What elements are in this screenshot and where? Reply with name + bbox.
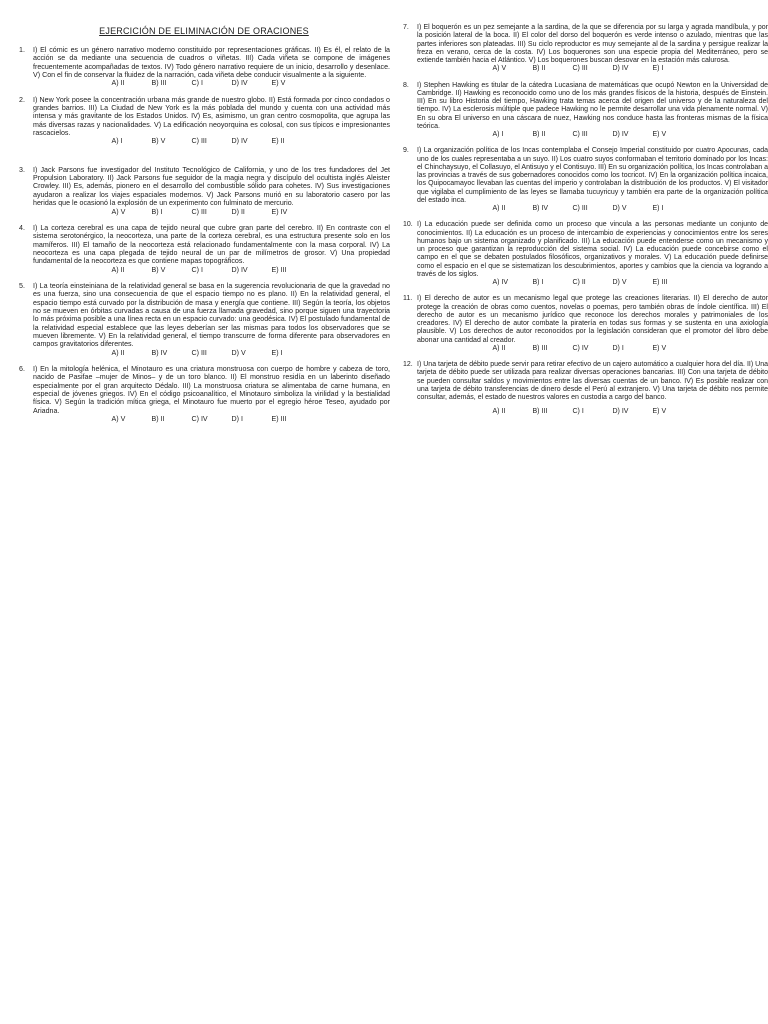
question-text: I) New York posee la concentración urbana más grande de nuestro globo. II) Está formada por cinco condados o grandes barrios. III) La Ciudad de New York es la más poblada del mundo y cuenta con una actividad más intensa y más gravitante de los Estados Unidos. IV) Es, asimismo, un gran centro cosmopolita, que agrupa las más diversas razas y nacionalidades. V) La edificación neoyorquina es colosal, con sus típicos e impresionantes rascacielos.	[33, 95, 390, 138]
option: E) I	[271, 348, 283, 357]
question-text: I) El derecho de autor es un mecanismo legal que protege las creaciones literarias. II) El derecho de autor protege la creación de obras como cuentos, novelas o poemas, pero también obras de índole científica. III) El derecho de autor es un mecanismo jurídico que reconoce los derechos morales y patrimoniales de los creadores. IV) El derecho de autor combate la piratería en todas sus formas y se sustenta en una axiología plausible. V) Los derechos de autor reconocidos por la legislación consideran que el promotor del libro debe abonar una cantidad al creador.	[417, 295, 768, 344]
question-number: 12.	[403, 361, 413, 368]
option: B) II	[151, 415, 165, 424]
option: A) IV	[492, 279, 509, 286]
option: E) IV	[271, 207, 288, 216]
option: E) III	[271, 265, 287, 274]
option: C) II	[572, 279, 586, 286]
answer-options	[33, 349, 390, 357]
option: E) V	[271, 79, 286, 88]
question-item	[402, 361, 768, 417]
option: D) I	[231, 415, 243, 424]
answer-options	[33, 79, 390, 87]
question-number: 5.	[19, 281, 25, 290]
option: A) I	[492, 131, 504, 138]
option: A) V	[111, 207, 126, 216]
option: A) II	[111, 79, 125, 88]
option: E) I	[652, 65, 664, 73]
option: B) V	[151, 137, 166, 146]
question-item	[18, 282, 390, 357]
option: B) I	[151, 207, 163, 216]
answer-options	[33, 137, 390, 145]
left-column	[18, 26, 390, 431]
option: E) V	[652, 408, 667, 416]
question-text: I) La educación puede ser definida como un proceso que vincula a las personas mediante un conjunto de conocimientos. II) La educación es un proceso de intercambio de experiencias y conocimientos entre los seres humanos bajo un sistema organizado y planificado. III) La educación puede entenderse como un mecanismo y un proceso que garantizan la reproducción del sistema social. IV) La educación puede concebirse como el campo en el que se debaten postulados filosóficos, organizativos y morales. V) La educación puede definirse como el espacio en el que se sistematizan los descubrimientos, aportes y cambios que la ciencia va logrando a través de los siglos.	[417, 221, 768, 278]
question-number: 4.	[19, 223, 25, 232]
answer-options	[417, 65, 768, 73]
option: B) IV	[151, 348, 168, 357]
question-text: I) Jack Parsons fue investigador del Instituto Tecnológico de California, y uno de los tres fundadores del Jet Propulsion Laboratory. II) Jack Parsons fue seguidor de la magia negra y discípulo del ocultista inglés Aleister Crowley. III) Es, además, pionero en el desarrollo del combustible sólido para cohetes. IV) Sus investigaciones ayudaron a realizar los viajes espaciales modernos. V) Jack Parsons murió en su laboratorio casero por las heridas que le ocasionó la explosión de un experimento con fulminato de mercurio.	[33, 165, 390, 208]
question-number: 6.	[19, 365, 25, 373]
answer-options	[417, 408, 768, 416]
question-text: I) Stephen Hawking es titular de la cátedra Lucasiana de matemáticas que ocupó Newton en la Universidad de Cambridge. II) Hawking es reconocido como uno de los más grandes físicos de la historia, después de Einstein. III) En su libro Historia del tiempo, Hawking trata temas acerca del origen del universo y de la naturaleza del tiempo. IV) La esclerosis múltiple que padece Hawking no le permite desarrollar una vida plenamente normal. V) En su obra El universo en una cáscara de nuez, Hawking nos conduce hasta las fronteras mismas de la física teórica.	[417, 81, 768, 130]
question-number: 7.	[403, 24, 409, 31]
question-text: I) El boquerón es un pez semejante a la sardina, de la que se diferencia por su larga y agrada mandíbula, y por la posición lateral de la boca. II) El color del dorso del boquerón es verde intenso o azulado, mientras que las partes inferiores son plateadas. III) Su ciclo reproductor es muy semejante al de la sardina y persigue realizar la freza en verano, cerca de la costa. IV) Los boquerones son una especie propia del Mediterráneo, pero se extiende también hacia el Atlántico. V) Los boquerones buscan desovar en la estación más calurosa.	[417, 24, 768, 64]
option: C) I	[191, 79, 203, 88]
option: D) I	[612, 344, 624, 352]
option: B) V	[151, 265, 166, 274]
option: A) II	[111, 265, 125, 274]
answer-options	[33, 415, 390, 423]
option: D) V	[612, 279, 627, 286]
option: B) IV	[532, 205, 549, 212]
option: B) III	[532, 408, 548, 416]
option: D) II	[231, 207, 245, 216]
option: A) II	[492, 205, 506, 212]
option: A) I	[111, 137, 123, 146]
option: C) III	[572, 65, 588, 73]
answer-options	[417, 345, 768, 353]
option: E) I	[652, 205, 664, 212]
question-number: 10.	[403, 221, 413, 229]
question-item	[402, 221, 768, 287]
option: E) III	[271, 415, 287, 424]
option: C) I	[191, 265, 203, 274]
option: C) III	[191, 207, 207, 216]
option: C) IV	[191, 415, 208, 424]
question-text: I) Una tarjeta de débito puede servir para retirar efectivo de un cajero automático a cualquier hora del día. II) Una tarjeta de débito puede ser utilizada para realizar diversas operaciones bancarias. III) Con una tarjeta de débito se pueden consultar saldos y movimientos entre las diversas cuentas de un banco. IV) Es posible realizar con una tarjeta de débito transferencias de dinero desde el Perú al extranjero. V) Una tarjeta de débito nos permite consultar, además, el estado de nuestros valores en custodia a cargo del banco.	[417, 361, 768, 401]
option: E) V	[652, 344, 667, 352]
question-item	[18, 46, 390, 88]
answer-options	[417, 131, 768, 139]
question-item	[18, 365, 390, 423]
option: B) II	[532, 131, 546, 138]
option: E) V	[652, 131, 667, 138]
question-text: I) La organización política de los Incas contemplaba el Consejo Imperial constituido por cuatro Apocunas, cada uno de los cuales representaba a un suyo. II) Los cuatro suyos conformaban el territorio dominado por los Incas: el Chinchaysuyo, el Collasuyo, el Antisuyo y el Contisuyo. III) En su organización política, los Incas controlaban a las provincias a través de sus gobernadores conocidos como los tocricot. IV) En la organización política incaica, los Quipocamayoc llevaban las cuentas del imperio y controlaban la distribución de los productos. V) El visitador que vigilaba el cumplimiento de las leyes se llamaba tucuyricuy y también era parte de la organización política del estado inca.	[417, 147, 768, 204]
option: E) II	[271, 137, 285, 146]
option: D) IV	[612, 408, 629, 416]
question-number: 8.	[403, 81, 409, 89]
answer-options	[33, 208, 390, 216]
option: A) II	[111, 348, 125, 357]
question-text: I) La corteza cerebral es una capa de tejido neural que cubre gran parte del cerebro. II) En contraste con el sistema serotonérgico, la neocorteza, una parte de la corteza cerebral, es una estructura presente solo en los mamíferos. III) El tamaño de la neocorteza está relacionado fundamentalmente con la masa corporal. IV) La neocorteza es una capa plegada de tejido neural de un par de milímetros de grosor. V) Una propiedad fundamental de la neocorteza es que contiene mapas topográficos.	[33, 223, 390, 266]
question-number: 3.	[19, 165, 25, 174]
question-number: 1.	[19, 46, 25, 54]
question-item	[402, 295, 768, 353]
option: D) IV	[231, 79, 248, 88]
answer-options	[417, 279, 768, 287]
option: B) I	[532, 279, 544, 286]
question-number: 11.	[403, 295, 413, 303]
answer-options	[417, 205, 768, 213]
question-item	[402, 24, 768, 74]
question-item	[402, 147, 768, 213]
question-text: I) La teoría einsteiniana de la relatividad general se basa en la sugerencia revolucionaria de que la gravedad no es una fuerza, sino una consecuencia de que el espacio tiempo no es plano. II) En la relatividad general, el espacio tiempo está curvado por la distribución de masa y energía que contiene. III) Según la teoría, los objetos no se mueven en órbitas curvadas a causa de una fuerza llamada gravedad, sino porque siguen una trayectoria lo más próxima posible a una línea recta en un espacio curvado: una geodésica. IV) El postulado fundamental de la relatividad especial establece que las leyes deberían ser las mismas para todos los observadores que se mueven libremente. V) En la relatividad general, el tiempo transcurre de forma diferente para observadores en campos gravitatorios diferentes.	[33, 281, 390, 349]
question-number: 2.	[19, 95, 25, 104]
option: A) V	[492, 65, 507, 73]
option: D) IV	[612, 131, 629, 138]
answer-options	[33, 266, 390, 274]
option: D) V	[231, 348, 246, 357]
option: C) III	[572, 131, 588, 138]
option: C) III	[572, 205, 588, 212]
option: D) IV	[231, 137, 248, 146]
option: A) II	[492, 344, 506, 352]
question-item	[18, 166, 390, 216]
question-item	[18, 224, 390, 274]
option: D) V	[612, 205, 627, 212]
option: E) III	[652, 279, 668, 286]
option: C) III	[191, 348, 207, 357]
option: C) I	[572, 408, 584, 416]
option: A) V	[111, 415, 126, 424]
option: C) III	[191, 137, 207, 146]
question-item	[18, 96, 390, 146]
option: B) II	[532, 65, 546, 73]
option: D) IV	[612, 65, 629, 73]
question-item	[402, 82, 768, 140]
right-column	[402, 24, 768, 425]
option: B) III	[151, 79, 167, 88]
question-number: 9.	[403, 147, 409, 155]
page-title: EJERCICIÓN DE ELIMINACIÓN DE ORACIONES	[99, 26, 309, 36]
option: C) IV	[572, 344, 589, 352]
option: D) IV	[231, 265, 248, 274]
question-text: I) En la mitología helénica, el Minotauro es una criatura monstruosa con cuerpo de hombre y cabeza de toro, nacido de Pasifae –mujer de Minos– y de un toro blanco. II) El monstruo residía en un laberinto diseñado especialmente por el gran arquitecto Dédalo. III) La monstruosa criatura se alimentaba de carne humana, en especial de jóvenes griegos. IV) En el código psicoanalítico, el Minotauro simboliza la virilidad y la bestialidad física. V) Según la tradición mítica griega, el Minotauro fue muerto por el egregio héroe Teseo, ayudado por Ariadna.	[33, 365, 390, 415]
option: B) III	[532, 344, 548, 352]
question-text: I) El cómic es un género narrativo moderno constituido por representaciones gráficas. II) Es él, el relato de la acción se da mediante una secuencia de cuadros o viñetas. III) Cada viñeta se compone de imágenes frecuentemente acompañadas de textos. IV) Todo género narrativo requiere de un inicio, desarrollo y desenlace. V) Con el fin de conservar la fluidez de la narración, cada viñeta debe conducir visualmente a la siguiente.	[33, 46, 390, 80]
option: A) II	[492, 408, 506, 416]
spacer	[18, 154, 390, 166]
